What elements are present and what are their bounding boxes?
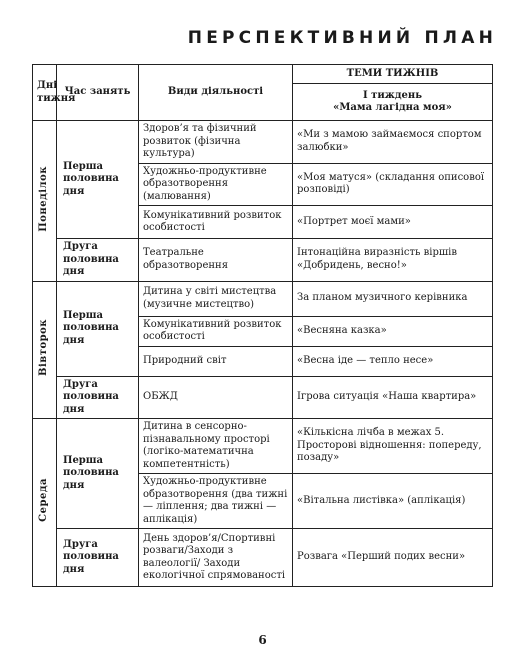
- day-label: Вівторок: [38, 319, 50, 376]
- table-row: [33, 376, 493, 419]
- page-title: ПЕРСПЕКТИВНИЙ ПЛАН: [187, 28, 497, 48]
- theme-cell: «Весняна казка»: [293, 316, 493, 346]
- header-row-1: [33, 65, 493, 84]
- page-number: 6: [258, 633, 267, 647]
- day-label: Середа: [38, 478, 50, 523]
- header-activities: Види діяльності: [139, 65, 293, 121]
- activity-cell: Театральне образотворення: [139, 239, 293, 282]
- time-slot-label: Перша половина дня: [63, 454, 119, 491]
- time-slot-cell: [57, 376, 139, 419]
- activity-cell: Комунікативний розвиток особистості: [139, 316, 293, 346]
- time-slot-label: Друга половина дня: [63, 538, 119, 575]
- activity-cell: Комунікативний розвиток особистості: [139, 206, 293, 239]
- time-slot-cell: [57, 281, 139, 376]
- header-themes: ТЕМИ ТИЖНІВ: [293, 65, 493, 84]
- theme-cell: Інтонаційна виразність віршів «Добридень, весно!»: [293, 239, 493, 282]
- activity-cell: Дитина у світі мистецтва (музичне мистецтво): [139, 281, 293, 316]
- activity-cell: Здоров’я та фізичний розвиток (фізична культура): [139, 121, 293, 164]
- day-cell: [33, 121, 57, 282]
- time-slot-label: Друга половина дня: [63, 378, 119, 415]
- time-slot-cell: [57, 121, 139, 239]
- header-week: [293, 84, 493, 121]
- time-slot-label: Перша половина дня: [63, 309, 119, 346]
- activity-cell: Дитина в сенсорно-пізнавальному просторі (логіко-математична компетентність): [139, 419, 293, 474]
- theme-cell: «Ми з мамою займаємося спортом залюбки»: [293, 121, 493, 164]
- theme-cell: «Вітальна листівка» (аплікація): [293, 474, 493, 529]
- theme-cell: За планом музичного керівника: [293, 281, 493, 316]
- header-time: Час занять: [57, 65, 139, 121]
- header-days: Дні тижня: [33, 65, 57, 121]
- activity-cell: Художньо-продуктивне образотворення (два тижні — ліплення; два тижні — аплікація): [139, 474, 293, 529]
- table-row: [33, 419, 493, 474]
- activity-cell: ОБЖД: [139, 376, 293, 419]
- day-cell: [33, 419, 57, 587]
- time-slot-label: Друга половина дня: [63, 241, 119, 277]
- week-label: І тиждень: [362, 89, 422, 101]
- time-slot-cell: [57, 419, 139, 529]
- theme-cell: «Моя матуся» (складання описової розповіді): [293, 163, 493, 206]
- theme-cell: Розвага «Перший подих весни»: [293, 529, 493, 587]
- table-row: [33, 121, 493, 164]
- theme-cell: «Портрет моєї мами»: [293, 206, 493, 239]
- time-slot-cell: [57, 529, 139, 587]
- activity-cell: Художньо-продуктивне образотворення (малювання): [139, 163, 293, 206]
- theme-cell: Ігрова ситуація «Наша квартира»: [293, 376, 493, 419]
- activity-cell: Природний світ: [139, 346, 293, 376]
- perspective-plan-table: [32, 64, 493, 587]
- table-row: [33, 281, 493, 316]
- time-slot-cell: [57, 239, 139, 282]
- theme-cell: «Кількісна лічба в межах 5. Просторові відношення: попереду, позаду»: [293, 419, 493, 474]
- theme-cell: «Весна іде — тепло несе»: [293, 346, 493, 376]
- table-row: [33, 239, 493, 282]
- day-label: Понеділок: [38, 165, 50, 232]
- table-row: [33, 529, 493, 587]
- activity-cell: День здоров’я/Спортивні розваги/Заходи з валеології/ Заходи екологічної спрямованості: [139, 529, 293, 587]
- time-slot-label: Перша половина дня: [63, 160, 119, 197]
- week-theme: «Мама лагідна моя»: [333, 102, 452, 113]
- day-cell: [33, 281, 57, 419]
